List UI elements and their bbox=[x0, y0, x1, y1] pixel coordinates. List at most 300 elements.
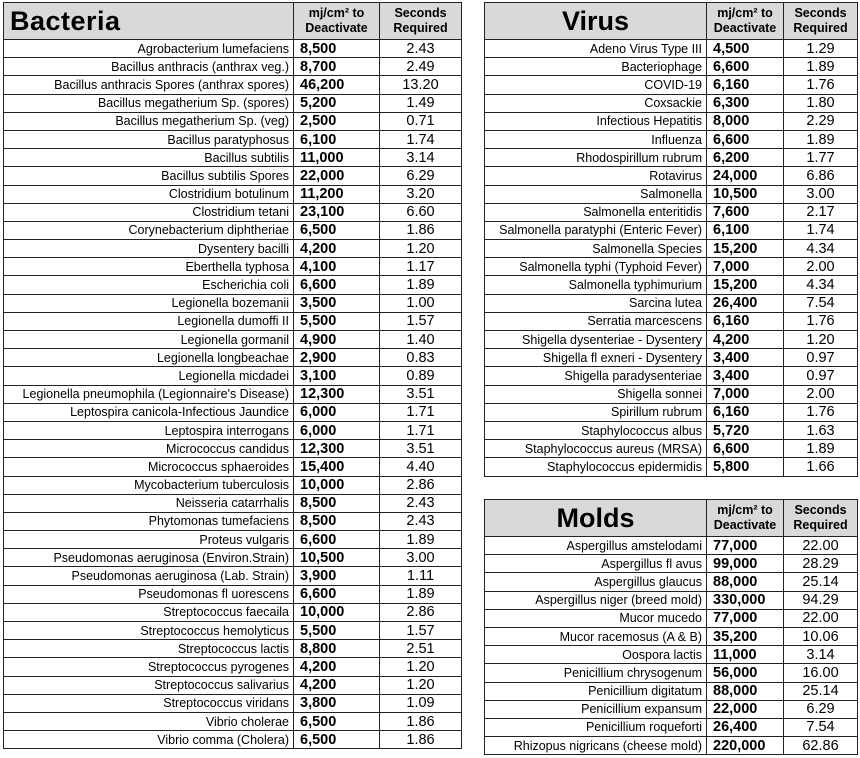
deactivation-dose: 8,500 bbox=[294, 494, 380, 512]
virus-row bbox=[485, 40, 858, 58]
molds-table bbox=[484, 499, 858, 755]
deactivation-dose: 24,000 bbox=[707, 167, 784, 185]
organism-name: Clostridium tetani bbox=[4, 203, 294, 221]
deactivation-dose: 26,400 bbox=[707, 718, 784, 736]
organism-name: Micrococcus candidus bbox=[4, 440, 294, 458]
deactivation-dose: 56,000 bbox=[707, 664, 784, 682]
deactivation-dose: 10,000 bbox=[294, 603, 380, 621]
seconds-required: 3.20 bbox=[380, 185, 462, 203]
organism-name: Neisseria catarrhalis bbox=[4, 494, 294, 512]
organism-name: Legionella micdadei bbox=[4, 367, 294, 385]
seconds-required: 1.20 bbox=[380, 658, 462, 676]
virus-row bbox=[485, 185, 858, 203]
bacteria-row bbox=[4, 421, 462, 439]
deactivation-dose: 6,600 bbox=[707, 130, 784, 148]
bacteria-row bbox=[4, 512, 462, 530]
seconds-required: 1.86 bbox=[380, 221, 462, 239]
organism-name: Salmonella Species bbox=[485, 240, 707, 258]
bacteria-row bbox=[4, 331, 462, 349]
deactivation-dose: 8,500 bbox=[294, 512, 380, 530]
deactivation-dose: 6,300 bbox=[707, 94, 784, 112]
organism-name: Shigella paradysenteriae bbox=[485, 367, 707, 385]
seconds-required: 0.97 bbox=[784, 367, 858, 385]
deactivation-dose: 4,100 bbox=[294, 258, 380, 276]
organism-name: Aspergillus fl avus bbox=[485, 555, 707, 573]
deactivation-dose: 15,200 bbox=[707, 240, 784, 258]
molds-row bbox=[485, 591, 858, 609]
organism-name: Legionella gormanil bbox=[4, 331, 294, 349]
deactivation-dose: 11,000 bbox=[294, 149, 380, 167]
organism-name: Serratia marcescens bbox=[485, 312, 707, 330]
deactivation-dose: 3,400 bbox=[707, 349, 784, 367]
organism-name: Salmonella enteritidis bbox=[485, 203, 707, 221]
organism-name: Leptospira interrogans bbox=[4, 421, 294, 439]
deactivation-dose: 8,700 bbox=[294, 58, 380, 76]
bacteria-row bbox=[4, 112, 462, 130]
bacteria-row bbox=[4, 367, 462, 385]
seconds-required: 3.51 bbox=[380, 440, 462, 458]
organism-name: Vibrio comma (Cholera) bbox=[4, 731, 294, 749]
deactivation-dose: 12,300 bbox=[294, 385, 380, 403]
deactivation-dose: 8,800 bbox=[294, 640, 380, 658]
organism-name: Rhizopus nigricans (cheese mold) bbox=[485, 737, 707, 755]
organism-name: Aspergillus niger (breed mold) bbox=[485, 591, 707, 609]
organism-name: Eberthella typhosa bbox=[4, 258, 294, 276]
bacteria-row bbox=[4, 294, 462, 312]
virus-row bbox=[485, 58, 858, 76]
seconds-required: 1.76 bbox=[784, 403, 858, 421]
deactivation-dose: 10,500 bbox=[707, 185, 784, 203]
deactivation-dose: 10,000 bbox=[294, 476, 380, 494]
molds-row bbox=[485, 664, 858, 682]
bacteria-row bbox=[4, 531, 462, 549]
virus-row bbox=[485, 294, 858, 312]
organism-name: Bacillus anthracis (anthrax veg.) bbox=[4, 58, 294, 76]
deactivation-dose: 99,000 bbox=[707, 555, 784, 573]
bacteria-row bbox=[4, 167, 462, 185]
virus-row bbox=[485, 76, 858, 94]
deactivation-dose: 220,000 bbox=[707, 737, 784, 755]
organism-name: Aspergillus amstelodami bbox=[485, 537, 707, 555]
deactivation-dose: 7,000 bbox=[707, 258, 784, 276]
organism-name: Legionella dumoffi II bbox=[4, 312, 294, 330]
bacteria-row bbox=[4, 240, 462, 258]
seconds-required: 1.89 bbox=[380, 276, 462, 294]
organism-name: Pseudomonas aeruginosa (Environ.Strain) bbox=[4, 549, 294, 567]
bacteria-row bbox=[4, 549, 462, 567]
molds-row bbox=[485, 555, 858, 573]
molds-row bbox=[485, 646, 858, 664]
bacteria-row bbox=[4, 258, 462, 276]
bacteria-row bbox=[4, 440, 462, 458]
organism-name: Mycobacterium tuberculosis bbox=[4, 476, 294, 494]
deactivation-dose: 330,000 bbox=[707, 591, 784, 609]
organism-name: Adeno Virus Type III bbox=[485, 40, 707, 58]
bacteria-row bbox=[4, 185, 462, 203]
organism-name: Bacillus anthracis Spores (anthrax spores) bbox=[4, 76, 294, 94]
bacteria-row bbox=[4, 458, 462, 476]
organism-name: Rotavirus bbox=[485, 167, 707, 185]
organism-name: Clostridium botulinum bbox=[4, 185, 294, 203]
seconds-required: 6.29 bbox=[380, 167, 462, 185]
bacteria-row bbox=[4, 149, 462, 167]
seconds-column-header: Seconds Required bbox=[784, 500, 858, 537]
seconds-required: 1.20 bbox=[784, 331, 858, 349]
organism-name: Dysentery bacilli bbox=[4, 240, 294, 258]
seconds-required: 2.00 bbox=[784, 385, 858, 403]
seconds-required: 28.29 bbox=[784, 555, 858, 573]
deactivation-dose: 46,200 bbox=[294, 76, 380, 94]
bacteria-row bbox=[4, 385, 462, 403]
deactivation-dose: 77,000 bbox=[707, 537, 784, 555]
bacteria-row bbox=[4, 494, 462, 512]
bacteria-title: Bacteria bbox=[4, 3, 294, 40]
seconds-required: 22.00 bbox=[784, 609, 858, 627]
deactivation-dose: 6,600 bbox=[294, 585, 380, 603]
organism-name: Streptococcus viridans bbox=[4, 694, 294, 712]
bacteria-row bbox=[4, 40, 462, 58]
seconds-required: 1.20 bbox=[380, 240, 462, 258]
seconds-required: 3.00 bbox=[784, 185, 858, 203]
virus-row bbox=[485, 167, 858, 185]
organism-name: Legionella longbeachae bbox=[4, 349, 294, 367]
molds-title: Molds bbox=[485, 500, 707, 537]
organism-name: Salmonella typhimurium bbox=[485, 276, 707, 294]
deactivation-dose: 5,800 bbox=[707, 458, 784, 476]
organism-name: Staphylococcus aureus (MRSA) bbox=[485, 440, 707, 458]
seconds-required: 2.00 bbox=[784, 258, 858, 276]
organism-name: Legionella bozemanii bbox=[4, 294, 294, 312]
deactivation-dose: 7,600 bbox=[707, 203, 784, 221]
deactivation-dose: 3,900 bbox=[294, 567, 380, 585]
dose-column-header: mj/cm² to Deactivate bbox=[707, 500, 784, 537]
bacteria-row bbox=[4, 130, 462, 148]
deactivation-dose: 22,000 bbox=[707, 700, 784, 718]
bacteria-row bbox=[4, 603, 462, 621]
organism-name: Pseudomonas fl uorescens bbox=[4, 585, 294, 603]
seconds-required: 1.57 bbox=[380, 622, 462, 640]
seconds-required: 3.00 bbox=[380, 549, 462, 567]
seconds-required: 1.71 bbox=[380, 403, 462, 421]
organism-name: Streptococcus pyrogenes bbox=[4, 658, 294, 676]
organism-name: Agrobacterium lumefaciens bbox=[4, 40, 294, 58]
bacteria-row bbox=[4, 203, 462, 221]
seconds-required: 6.60 bbox=[380, 203, 462, 221]
deactivation-dose: 26,400 bbox=[707, 294, 784, 312]
bacteria-row bbox=[4, 712, 462, 730]
deactivation-dose: 4,200 bbox=[294, 676, 380, 694]
bacteria-row bbox=[4, 349, 462, 367]
virus-row bbox=[485, 403, 858, 421]
seconds-required: 0.97 bbox=[784, 349, 858, 367]
seconds-required: 7.54 bbox=[784, 718, 858, 736]
seconds-column-header: Seconds Required bbox=[380, 3, 462, 40]
seconds-required: 2.49 bbox=[380, 58, 462, 76]
seconds-required: 1.80 bbox=[784, 94, 858, 112]
seconds-required: 1.89 bbox=[784, 440, 858, 458]
organism-name: Shigella dysenteriae - Dysentery bbox=[485, 331, 707, 349]
seconds-required: 1.11 bbox=[380, 567, 462, 585]
organism-name: Penicillium digitatum bbox=[485, 682, 707, 700]
seconds-required: 1.86 bbox=[380, 712, 462, 730]
organism-name: Corynebacterium diphtheriae bbox=[4, 221, 294, 239]
organism-name: Streptococcus salivarius bbox=[4, 676, 294, 694]
bacteria-row bbox=[4, 312, 462, 330]
organism-name: Sarcina lutea bbox=[485, 294, 707, 312]
deactivation-dose: 5,720 bbox=[707, 421, 784, 439]
organism-name: Penicillium chrysogenum bbox=[485, 664, 707, 682]
deactivation-dose: 6,500 bbox=[294, 731, 380, 749]
seconds-required: 1.89 bbox=[380, 585, 462, 603]
seconds-required: 2.43 bbox=[380, 512, 462, 530]
organism-name: Leptospira canicola-Infectious Jaundice bbox=[4, 403, 294, 421]
virus-row bbox=[485, 94, 858, 112]
seconds-required: 3.51 bbox=[380, 385, 462, 403]
molds-row bbox=[485, 609, 858, 627]
bacteria-row bbox=[4, 221, 462, 239]
seconds-required: 1.71 bbox=[380, 421, 462, 439]
deactivation-dose: 6,600 bbox=[707, 440, 784, 458]
deactivation-dose: 88,000 bbox=[707, 682, 784, 700]
virus-row bbox=[485, 349, 858, 367]
deactivation-dose: 88,000 bbox=[707, 573, 784, 591]
bacteria-row bbox=[4, 476, 462, 494]
deactivation-dose: 6,500 bbox=[294, 712, 380, 730]
molds-row bbox=[485, 573, 858, 591]
deactivation-dose: 4,200 bbox=[294, 240, 380, 258]
seconds-required: 1.63 bbox=[784, 421, 858, 439]
virus-row bbox=[485, 458, 858, 476]
organism-name: Streptococcus hemolyticus bbox=[4, 622, 294, 640]
bacteria-row bbox=[4, 731, 462, 749]
organism-name: Penicillium expansum bbox=[485, 700, 707, 718]
organism-name: Bacteriophage bbox=[485, 58, 707, 76]
seconds-required: 1.89 bbox=[380, 531, 462, 549]
seconds-required: 0.89 bbox=[380, 367, 462, 385]
bacteria-row bbox=[4, 694, 462, 712]
seconds-required: 1.49 bbox=[380, 94, 462, 112]
deactivation-dose: 6,600 bbox=[294, 276, 380, 294]
seconds-required: 2.29 bbox=[784, 112, 858, 130]
deactivation-dose: 15,400 bbox=[294, 458, 380, 476]
organism-name: Infectious Hepatitis bbox=[485, 112, 707, 130]
molds-row bbox=[485, 718, 858, 736]
seconds-required: 25.14 bbox=[784, 573, 858, 591]
seconds-required: 1.89 bbox=[784, 130, 858, 148]
organism-name: Rhodospirillum rubrum bbox=[485, 149, 707, 167]
bacteria-row bbox=[4, 58, 462, 76]
deactivation-dose: 77,000 bbox=[707, 609, 784, 627]
virus-row bbox=[485, 276, 858, 294]
bacteria-row bbox=[4, 567, 462, 585]
virus-row bbox=[485, 112, 858, 130]
seconds-required: 62.86 bbox=[784, 737, 858, 755]
deactivation-dose: 6,600 bbox=[294, 531, 380, 549]
deactivation-dose: 11,200 bbox=[294, 185, 380, 203]
molds-rows bbox=[485, 537, 858, 755]
organism-name: Shigella sonnei bbox=[485, 385, 707, 403]
bacteria-row bbox=[4, 403, 462, 421]
organism-name: Escherichia coli bbox=[4, 276, 294, 294]
seconds-required: 7.54 bbox=[784, 294, 858, 312]
organism-name: Bacillus paratyphosus bbox=[4, 130, 294, 148]
bacteria-table bbox=[3, 2, 462, 749]
virus-row bbox=[485, 149, 858, 167]
virus-row bbox=[485, 421, 858, 439]
seconds-required: 13.20 bbox=[380, 76, 462, 94]
deactivation-dose: 6,160 bbox=[707, 76, 784, 94]
bacteria-row bbox=[4, 94, 462, 112]
seconds-required: 2.17 bbox=[784, 203, 858, 221]
deactivation-dose: 5,500 bbox=[294, 622, 380, 640]
dose-column-header: mj/cm² to Deactivate bbox=[707, 3, 784, 40]
bacteria-row bbox=[4, 622, 462, 640]
deactivation-dose: 22,000 bbox=[294, 167, 380, 185]
seconds-required: 1.66 bbox=[784, 458, 858, 476]
organism-name: Staphylococcus epidermidis bbox=[485, 458, 707, 476]
seconds-required: 1.74 bbox=[380, 130, 462, 148]
seconds-required: 6.86 bbox=[784, 167, 858, 185]
virus-row bbox=[485, 367, 858, 385]
deactivation-dose: 4,200 bbox=[707, 331, 784, 349]
deactivation-dose: 6,160 bbox=[707, 312, 784, 330]
deactivation-dose: 6,000 bbox=[294, 421, 380, 439]
organism-name: Salmonella paratyphi (Enteric Fever) bbox=[485, 221, 707, 239]
deactivation-dose: 6,000 bbox=[294, 403, 380, 421]
organism-name: Mucor racemosus (A & B) bbox=[485, 627, 707, 645]
organism-name: Penicillium roqueforti bbox=[485, 718, 707, 736]
virus-row bbox=[485, 258, 858, 276]
virus-row bbox=[485, 130, 858, 148]
bacteria-row bbox=[4, 676, 462, 694]
organism-name: Vibrio cholerae bbox=[4, 712, 294, 730]
deactivation-dose: 23,100 bbox=[294, 203, 380, 221]
organism-name: Streptococcus faecaila bbox=[4, 603, 294, 621]
molds-row bbox=[485, 700, 858, 718]
organism-name: Influenza bbox=[485, 130, 707, 148]
deactivation-dose: 15,200 bbox=[707, 276, 784, 294]
seconds-required: 1.17 bbox=[380, 258, 462, 276]
seconds-required: 16.00 bbox=[784, 664, 858, 682]
organism-name: Shigella fl exneri - Dysentery bbox=[485, 349, 707, 367]
seconds-required: 0.83 bbox=[380, 349, 462, 367]
organism-name: Aspergillus glaucus bbox=[485, 573, 707, 591]
organism-name: Bacillus subtilis Spores bbox=[4, 167, 294, 185]
organism-name: Pseudomonas aeruginosa (Lab. Strain) bbox=[4, 567, 294, 585]
deactivation-dose: 10,500 bbox=[294, 549, 380, 567]
organism-name: Legionella pneumophila (Legionnaire's Disease) bbox=[4, 385, 294, 403]
deactivation-dose: 4,500 bbox=[707, 40, 784, 58]
seconds-required: 2.86 bbox=[380, 476, 462, 494]
deactivation-dose: 6,600 bbox=[707, 58, 784, 76]
organism-name: Oospora lactis bbox=[485, 646, 707, 664]
seconds-required: 4.34 bbox=[784, 276, 858, 294]
seconds-required: 1.57 bbox=[380, 312, 462, 330]
virus-title: Virus bbox=[485, 3, 707, 40]
seconds-required: 22.00 bbox=[784, 537, 858, 555]
virus-row bbox=[485, 440, 858, 458]
deactivation-dose: 4,900 bbox=[294, 331, 380, 349]
organism-name: Bacillus megatherium Sp. (spores) bbox=[4, 94, 294, 112]
virus-row bbox=[485, 203, 858, 221]
seconds-required: 1.74 bbox=[784, 221, 858, 239]
organism-name: Staphylococcus albus bbox=[485, 421, 707, 439]
seconds-required: 4.40 bbox=[380, 458, 462, 476]
seconds-required: 94.29 bbox=[784, 591, 858, 609]
bacteria-row bbox=[4, 276, 462, 294]
organism-name: Bacillus megatherium Sp. (veg) bbox=[4, 112, 294, 130]
seconds-required: 2.86 bbox=[380, 603, 462, 621]
organism-name: Proteus vulgaris bbox=[4, 531, 294, 549]
virus-table bbox=[484, 2, 858, 477]
bacteria-row bbox=[4, 658, 462, 676]
organism-name: Salmonella typhi (Typhoid Fever) bbox=[485, 258, 707, 276]
deactivation-dose: 7,000 bbox=[707, 385, 784, 403]
molds-row bbox=[485, 537, 858, 555]
deactivation-dose: 6,200 bbox=[707, 149, 784, 167]
deactivation-dose: 3,500 bbox=[294, 294, 380, 312]
deactivation-dose: 8,000 bbox=[707, 112, 784, 130]
deactivation-dose: 35,200 bbox=[707, 627, 784, 645]
seconds-required: 2.51 bbox=[380, 640, 462, 658]
virus-rows bbox=[485, 40, 858, 477]
organism-name: Coxsackie bbox=[485, 94, 707, 112]
deactivation-dose: 5,200 bbox=[294, 94, 380, 112]
seconds-required: 1.20 bbox=[380, 676, 462, 694]
seconds-required: 1.40 bbox=[380, 331, 462, 349]
virus-row bbox=[485, 331, 858, 349]
seconds-column-header: Seconds Required bbox=[784, 3, 858, 40]
organism-name: Spirillum rubrum bbox=[485, 403, 707, 421]
seconds-required: 1.89 bbox=[784, 58, 858, 76]
seconds-required: 10.06 bbox=[784, 627, 858, 645]
organism-name: Salmonella bbox=[485, 185, 707, 203]
deactivation-dose: 3,400 bbox=[707, 367, 784, 385]
deactivation-dose: 3,100 bbox=[294, 367, 380, 385]
organism-name: Phytomonas tumefaciens bbox=[4, 512, 294, 530]
seconds-required: 1.76 bbox=[784, 312, 858, 330]
deactivation-dose: 6,100 bbox=[707, 221, 784, 239]
seconds-required: 0.71 bbox=[380, 112, 462, 130]
deactivation-dose: 6,100 bbox=[294, 130, 380, 148]
virus-row bbox=[485, 385, 858, 403]
molds-row bbox=[485, 682, 858, 700]
seconds-required: 2.43 bbox=[380, 494, 462, 512]
dose-column-header: mj/cm² to Deactivate bbox=[294, 3, 380, 40]
bacteria-row bbox=[4, 585, 462, 603]
seconds-required: 1.09 bbox=[380, 694, 462, 712]
seconds-required: 1.77 bbox=[784, 149, 858, 167]
deactivation-dose: 4,200 bbox=[294, 658, 380, 676]
deactivation-dose: 3,800 bbox=[294, 694, 380, 712]
deactivation-dose: 6,500 bbox=[294, 221, 380, 239]
bacteria-rows bbox=[4, 40, 462, 749]
deactivation-dose: 8,500 bbox=[294, 40, 380, 58]
organism-name: COVID-19 bbox=[485, 76, 707, 94]
seconds-required: 4.34 bbox=[784, 240, 858, 258]
deactivation-dose: 11,000 bbox=[707, 646, 784, 664]
organism-name: Streptococcus lactis bbox=[4, 640, 294, 658]
deactivation-dose: 2,900 bbox=[294, 349, 380, 367]
deactivation-dose: 2,500 bbox=[294, 112, 380, 130]
molds-row bbox=[485, 737, 858, 755]
virus-row bbox=[485, 240, 858, 258]
seconds-required: 2.43 bbox=[380, 40, 462, 58]
seconds-required: 1.86 bbox=[380, 731, 462, 749]
molds-row bbox=[485, 627, 858, 645]
seconds-required: 25.14 bbox=[784, 682, 858, 700]
deactivation-dose: 5,500 bbox=[294, 312, 380, 330]
